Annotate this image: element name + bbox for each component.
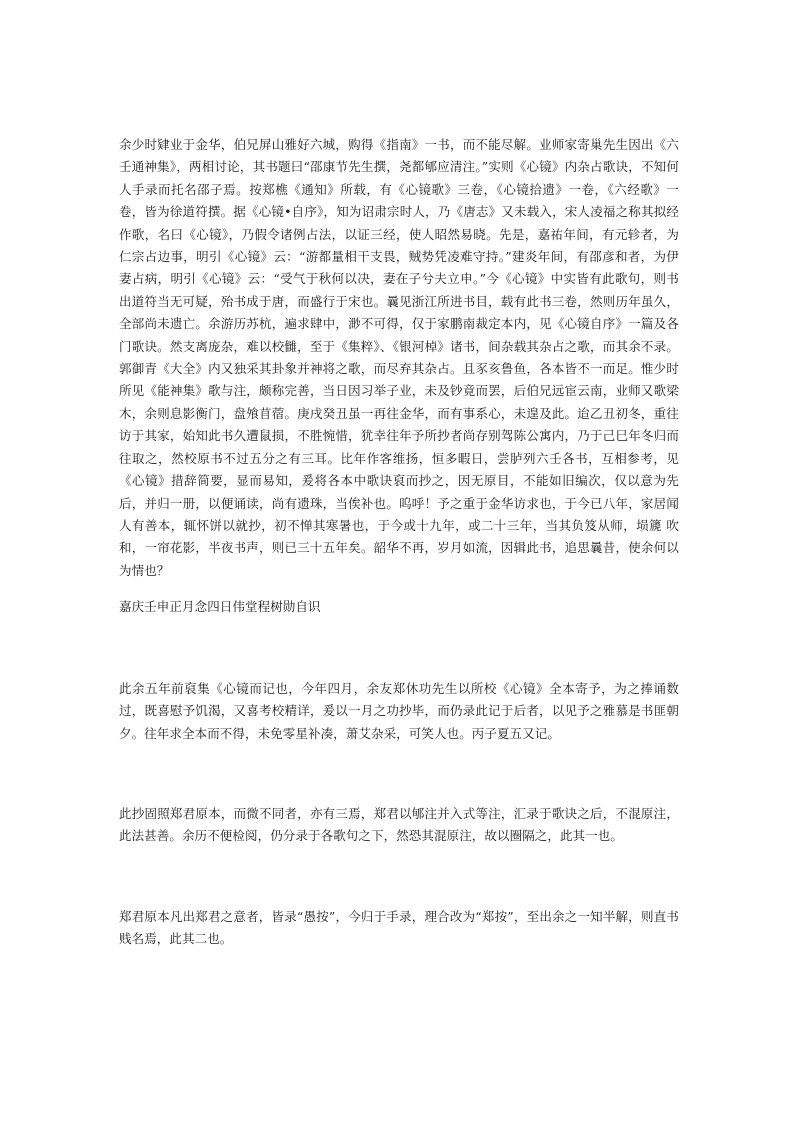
preface-paragraph: 余少时肄业于金华，伯兄屏山雅好六城，购得《指南》一书，而不能尽解。业师家寄巢先生因出《六壬通神集》，两相讨论，其书题曰“邵康节先生撰，尧都郇应清注。”实则《心镜》内杂占歌诀，不知何人手录而托名邵子焉。按郑樵《通知》所载，有《心镜歌》三卷，《心镜拾遗》一卷，《六经歌》一卷，皆为徐道符撰。据《心镜•自序》，知为诏肃宗时人，乃《唐志》又未载入，宋人凌福之称其拟经作歌，名曰《心镜》，乃假令诸例占法，以证三经，使人昭然易晓。先是，嘉祐年间，有元轸者，为仁宗占边事，明引《心镜》云：“游都量相干支畏，贼势凭凌难守持。”建炎年间，有邵彦和者，为伊妻占病，明引《心镜》云：“受气于秋何以决，妻在子兮夫立申。”今《心镜》中实皆有此歌句，则书出道符当无可疑，殆书成于唐，而盛行于宋也。曩见浙江所进书目，载有此书三卷，然则历年虽久，全部尚未遗亡。余游历苏杭，遍求肆中，渺不可得，仅于家鹏南裁定本内，见《心镜自序》一篇及各门歌诀。然支离庞杂，难以校雠，至于《集粹》、《银河棹》诸书，间杂载其杂占之歌，而其余不录。郭御青《大全》内又独采其卦象并神将之歌，而尽弃其杂占。且豕亥鲁鱼，各本皆不一而足。惟少时所见《能神集》歌与注，颇称完善，当日因习举子业，未及钞竟而罢，后伯兄远宦云南，业师又歌梁木，余则息影衡门，盘飧苜蓿。庚戌癸丑虽一再往金华，而有事系心，未遑及此。迨乙丑初冬，重往访于其家，始知此书久遭鼠损，不胜惋惜，犹幸往年予所抄者尚存别驾陈公寓内，乃于己巳年冬归而往取之，然校原书不过五分之有三耳。比年作客维扬，恒多暇日，尝胪列六壬各书，互相参考，见《心镜》措辞简要，显而易知，爰将各本中歌诀裒而抄之，因无原目，不能如旧编次，仅以意为先后，并归一册，以便诵读，尚有遗珠，当俟补也。呜呼！予之重于金华访求也，于今已八年，家居闻人有善本，辄怀饼以就抄，初不惮其寒暑也，于今或十九年，或二十三年，当其负笈从师，埙篪 吹和，一帘花影，半夜书声，则已三十五年矣。韶华不再，岁月如流，因辑此书，追思曩昔，使余何以为情也？ bbox=[119, 137, 679, 578]
postscript-paragraph: 此余五年前裒集《心镜而记也，今年四月，余友郑休功先生以所校《心镜》全本寄予，为之捧诵数过，既喜慰予饥渴，又喜考校精详，爰以一月之功抄毕，而仍录此记于后者，以见予之雅慕是书匪朝夕。往年求全本而不得，未免零星补凑，萧艾杂采，可笑人也。丙子夏五又记。 bbox=[119, 681, 679, 741]
note-paragraph-one: 此抄固照郑君原本，而微不同者，亦有三焉，郑君以郇注并入式等注，汇录于歌诀之后，不混原注，此法甚善。余历不便检阅，仍分录于各歌句之下，然恐其混原注，故以圈隔之，此其一也。 bbox=[119, 806, 679, 844]
note-paragraph-two: 郑君原本凡出郑君之意者，皆录“愚按”，今归于手录，理合改为“郑按”，至出余之一知半解，则直书贱名焉，此其二也。 bbox=[119, 909, 679, 947]
author-signature: 嘉庆壬申正月念四日伟堂程树勋自识 bbox=[119, 599, 321, 614]
